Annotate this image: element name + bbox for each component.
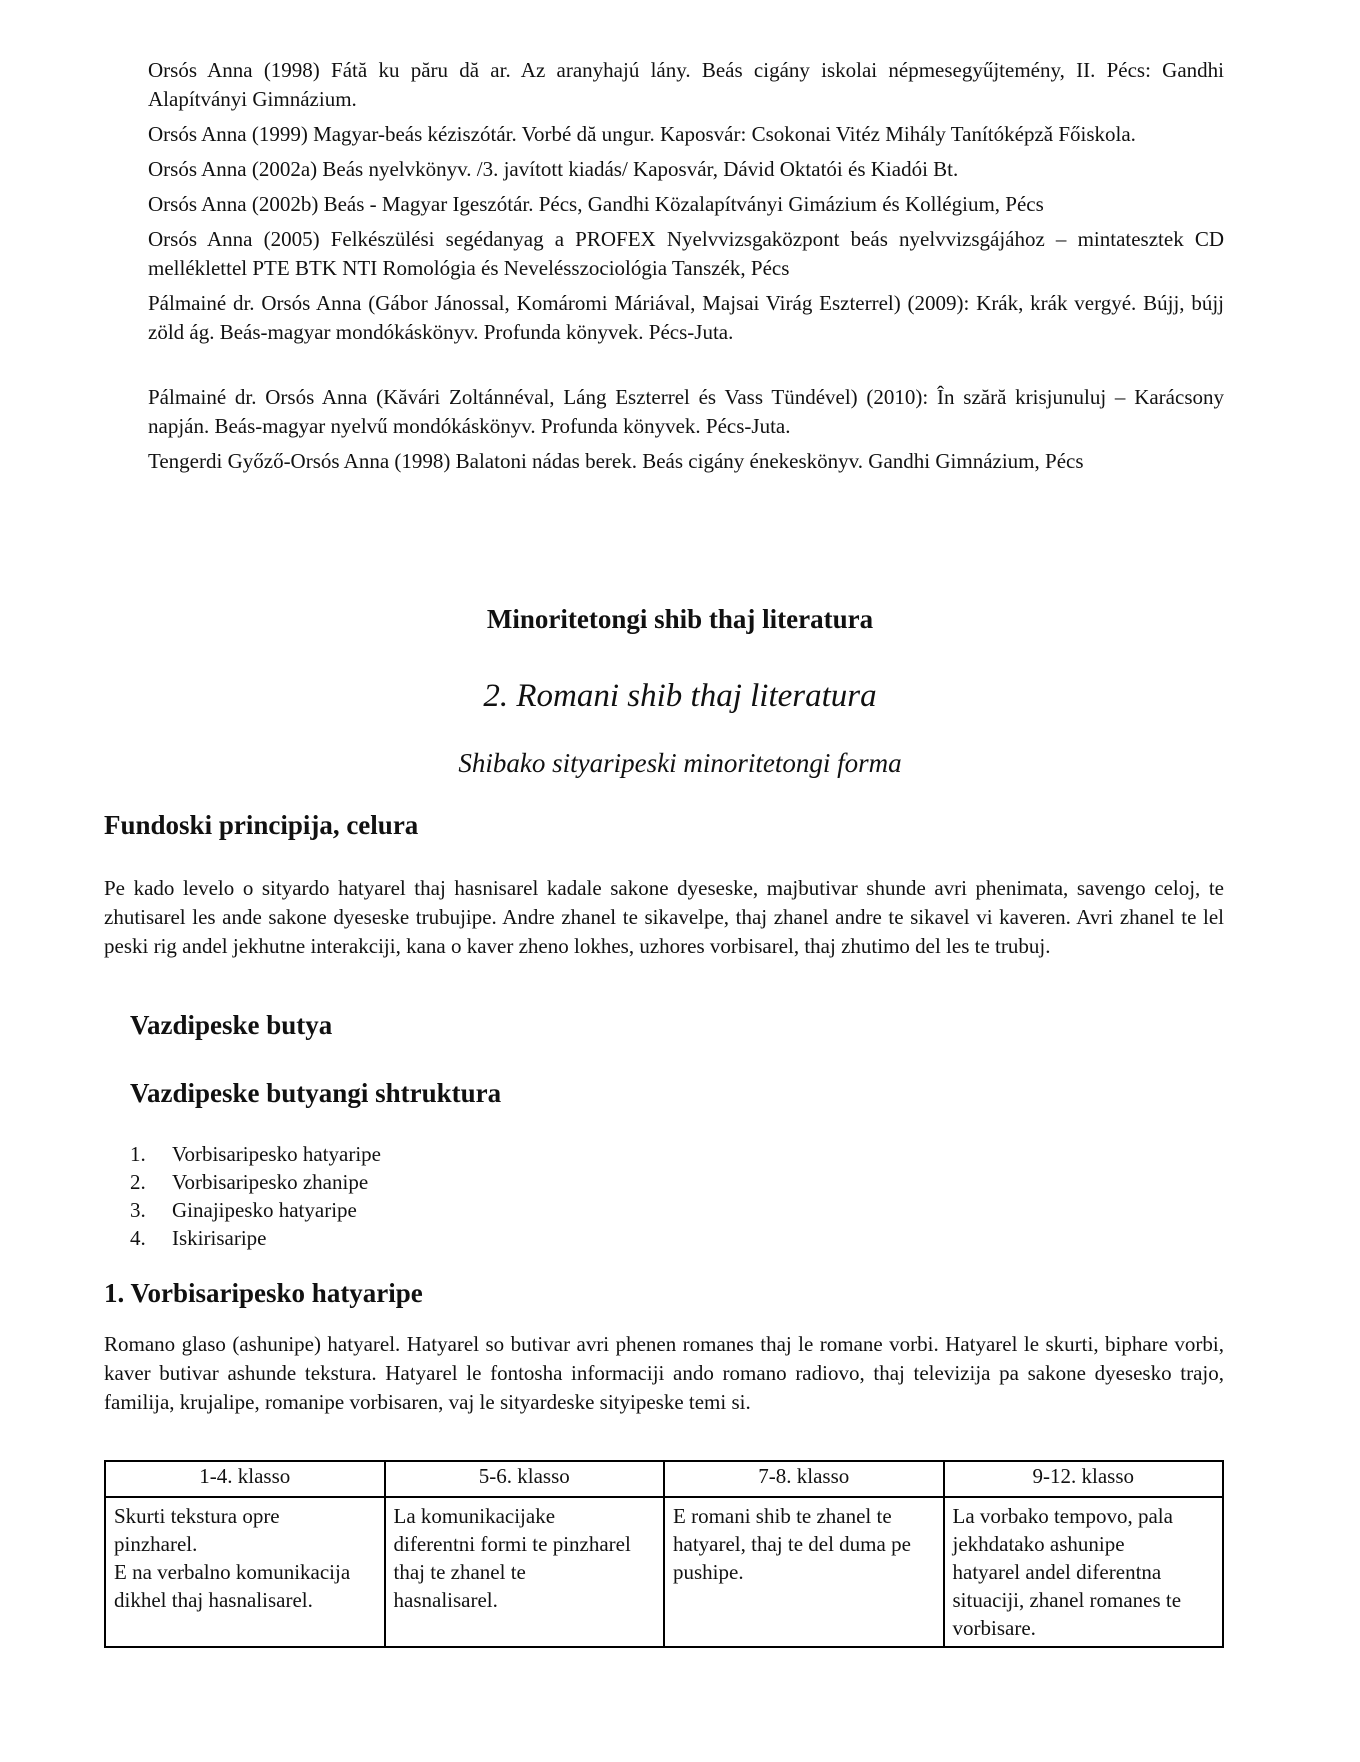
- reference-entry: Orsós Anna (2005) Felkészülési segédanyag a PROFEX Nyelvvizsgaközpont beás nyelvvizsgájához – mintatesztek CD melléklettel PTE BTK NTI Romológia és Nevelésszociológia Tanszék, Pécs: [148, 227, 1224, 280]
- section-title-vorbisaripesko: 1. Vorbisaripesko hatyaripe: [104, 1278, 423, 1308]
- list-item: [130, 1224, 381, 1252]
- table-header-cell: 7-8. klasso: [664, 1461, 944, 1497]
- section-title-fundoski: Fundoski principija, celura: [104, 810, 419, 840]
- cell-line: La komunikacijake: [393, 1504, 556, 1528]
- cell-line: E romani shib te zhanel te: [673, 1504, 892, 1528]
- reference-list: [148, 56, 1224, 482]
- list-text: Ginajipesko hatyaripe: [172, 1198, 357, 1222]
- table-header-cell: 9-12. klasso: [944, 1461, 1224, 1497]
- cell-line: La vorbako tempovo, pala: [952, 1504, 1173, 1528]
- structure-list: [130, 1140, 381, 1252]
- table-row: [105, 1497, 1223, 1647]
- reference-entry: Orsós Anna (1999) Magyar-beás kéziszótár. Vorbé dă ungur. Kaposvár: Csokonai Vitéz Mihály Tanítóképzǎ Főiskola.: [148, 122, 1136, 146]
- table-cell: [105, 1497, 385, 1647]
- cell-line: thaj te zhanel te: [393, 1560, 526, 1584]
- table-cell: [385, 1497, 665, 1647]
- cell-line: jekhdatako ashunipe: [952, 1532, 1125, 1556]
- cell-line: dikhel thaj hasnalisarel.: [114, 1588, 313, 1612]
- list-number: 4.: [130, 1226, 146, 1250]
- table-cell: [664, 1497, 944, 1647]
- cell-line: E na verbalno komunikacija: [114, 1560, 351, 1584]
- reference-entry: Pálmainé dr. Orsós Anna (Gábor Jánossal, Komáromi Máriával, Majsai Virág Eszterrel) (2009): Krák, krák vergyé. Bújj, bújj zöld ág. Beás-magyar mondókáskönyv. Profunda könyvek. Pécs-Juta.: [148, 291, 1224, 344]
- table-cell: [944, 1497, 1224, 1647]
- list-item: [130, 1140, 381, 1168]
- reference-entry: Tengerdi Győző-Orsós Anna (1998) Balatoni nádas berek. Beás cigány énekeskönyv. Gandhi Gimnázium, Pécs: [148, 449, 1084, 473]
- cell-line: pinzharel.: [114, 1532, 198, 1556]
- cell-line: diferentni formi te pinzharel: [393, 1532, 631, 1556]
- section-title-vazdipeske-shtruktura: Vazdipeske butyangi shtruktura: [130, 1078, 502, 1108]
- list-number: 2.: [130, 1170, 146, 1194]
- cell-line: situaciji, zhanel romanes te: [952, 1588, 1182, 1612]
- list-number: 3.: [130, 1198, 146, 1222]
- list-text: Vorbisaripesko zhanipe: [172, 1170, 369, 1194]
- cell-line: vorbisare.: [952, 1616, 1036, 1640]
- list-item: [130, 1196, 381, 1224]
- table-header-cell: 1-4. klasso: [105, 1461, 385, 1497]
- cell-line: pushipe.: [673, 1560, 744, 1584]
- cell-line: hatyarel, thaj te del duma pe: [673, 1532, 911, 1556]
- reference-entry: Orsós Anna (1998) Fátă ku păru dă ar. Az aranyhajú lány. Beás cigány iskolai népmesegyűjtemény, II. Pécs: Gandhi Alapítványi Gimnázium.: [148, 58, 1224, 111]
- section-paragraph-vorbisaripesko: Romano glaso (ashunipe) hatyarel. Hatyarel so butivar avri phenen romanes thaj le romane vorbi. Hatyarel le skurti, biphare vorbi, kaver butivar ashunde tekstura. Hatyarel le fontosha informaciji ando romano radiovo, thaj televizija pa sakone dyesesko trajo, familija, krujalipe, romanipe vorbisaren, vaj le sityardeske sityipeske temi si.: [104, 1332, 1224, 1414]
- list-text: Vorbisaripesko hatyaripe: [172, 1142, 381, 1166]
- cell-line: hasnalisarel.: [393, 1588, 498, 1612]
- list-text: Iskirisaripe: [172, 1226, 267, 1250]
- cell-line: hatyarel andel diferentna: [952, 1560, 1162, 1584]
- section-title-vazdipeske-butya: Vazdipeske butya: [130, 1010, 333, 1040]
- reference-entry: Orsós Anna (2002a) Beás nyelvkönyv. /3. javított kiadás/ Kaposvár, Dávid Oktatói és Kiadói Bt.: [148, 157, 959, 181]
- class-level-table: [104, 1460, 1224, 1648]
- table-header-cell: 5-6. klasso: [385, 1461, 665, 1497]
- cell-line: Skurti tekstura opre: [114, 1504, 280, 1528]
- table-header-row: [105, 1461, 1223, 1497]
- list-number: 1.: [130, 1142, 146, 1166]
- reference-entry: Pálmainé dr. Orsós Anna (Kăvári Zoltánnéval, Láng Eszterrel és Vass Tündével) (2010): În szără krisjunuluj – Karácsony napján. Beás-magyar nyelvű mondókáskönyv. Profunda könyvek. Pécs-Juta.: [148, 385, 1224, 438]
- main-heading: Minoritetongi shib thaj literatura: [486, 604, 874, 634]
- chapter-heading: 2. Romani shib thaj literatura: [483, 678, 877, 714]
- chapter-subtitle: Shibako sityaripeski minoritetongi forma: [458, 748, 902, 778]
- section-paragraph-fundoski: Pe kado levelo o sityardo hatyarel thaj hasnisarel kadale sakone dyeseske, majbutivar shunde avri phenimata, savengo celoj, te zhutisarel les ande sakone dyeseske trubujipe. Andre zhanel te sikavelpe, thaj zhanel andre te sikavel vi kaveren. Avri zhanel te lel peski rig andel jekhutne interakciji, kana o kaver zheno lokhes, uzhores vorbisarel, thaj zhutimo del les te trubuj.: [104, 876, 1224, 958]
- reference-entry: Orsós Anna (2002b) Beás - Magyar Igeszótár. Pécs, Gandhi Közalapítványi Gimázium és Kollégium, Pécs: [148, 192, 1044, 216]
- list-item: [130, 1168, 381, 1196]
